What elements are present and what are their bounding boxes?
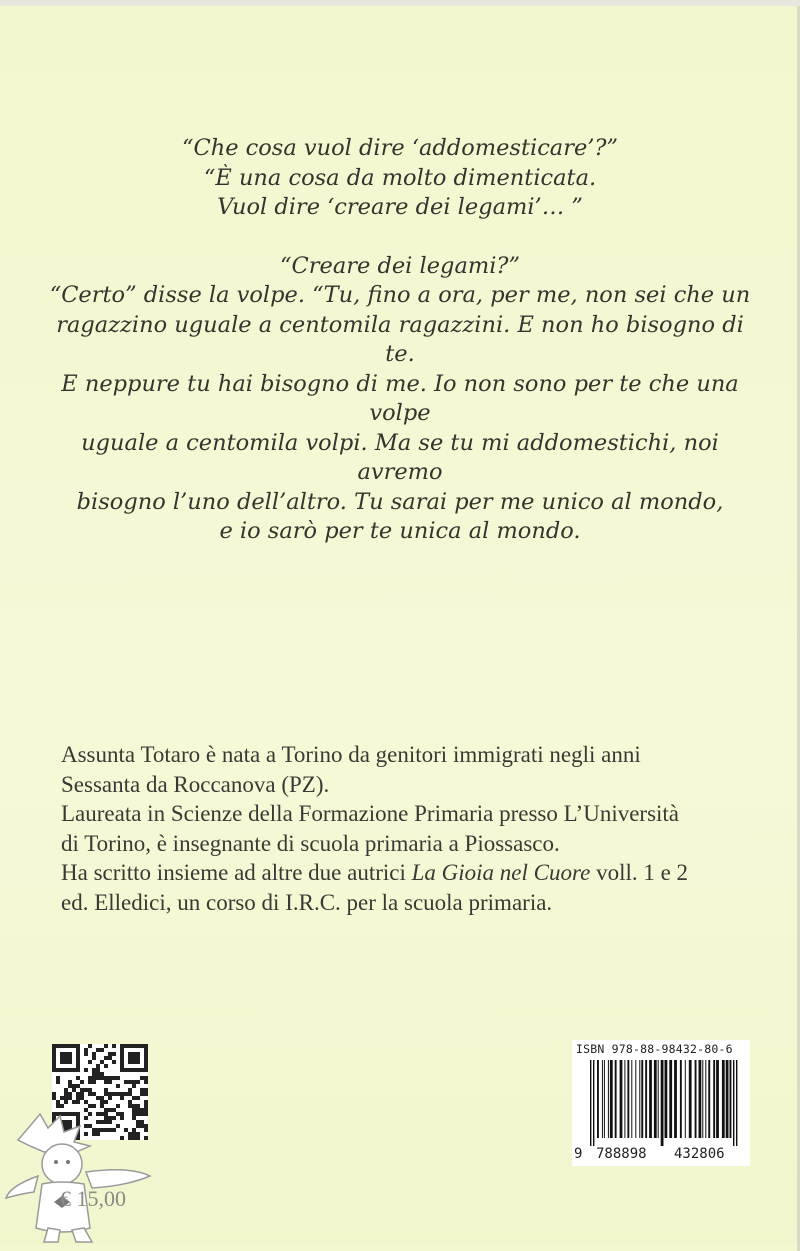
barcode [576,1060,748,1146]
quote-line: “Certo” disse la volpe. “Tu, fino a ora, per me, non sei che un [49,282,751,308]
quote-line: “Creare dei legami?” [280,252,520,279]
bio-line: Sessanta da Roccanova (PZ). [61,771,330,797]
bio-line: Laureata in Scienze della Formazione Primaria presso L’Università [61,801,680,826]
quote-line: “È una cosa da molto dimenticata. [203,164,597,191]
quote-line: uguale a centomila volpi. Ma se tu mi addomestichi, noi avremo [81,429,719,485]
price: € 15,00 [60,1186,126,1211]
barcode-left-group: 788898 [596,1146,647,1162]
isbn-label: ISBN 978-88-98432-80-6 [576,1042,733,1056]
bio-line: ed. Elledici, un corso di I.R.C. per la scuola primaria. [61,889,553,915]
barcode-first-digit: 9 [574,1146,583,1162]
quote-block [40,134,760,547]
book-title: La Gioia nel Cuore [411,860,591,885]
quote-line: E neppure tu hai bisogno di me. Io non sono per te che una volpe [61,370,739,426]
bio-line: di Torino, è insegnante di scuola primaria a Piossasco. [61,830,560,856]
quote-line: bisogno l’uno dell’altro. Tu sarai per me unico al mondo, [76,488,724,515]
barcode-right-group: 432806 [674,1146,725,1162]
little-prince-illustration [0,1106,160,1246]
author-bio [61,740,761,917]
bio-text: Ha scritto insieme ad altre due autrici [61,860,412,885]
quote-line: Vuol dire ‘creare dei legami’… ” [217,194,583,220]
bio-line [61,858,761,888]
bio-line: Assunta Totaro è nata a Torino da genitori immigrati negli anni [61,742,641,767]
quote-line: ragazzino uguale a centomila ragazzini. E non ho bisogno di te. [56,311,744,367]
bio-text: voll. 1 e 2 [590,860,689,885]
quote-line: e io sarò per te unica al mondo. [219,518,581,544]
quote-line: “Che cosa vuol dire ‘addomesticare’?” [181,135,618,161]
